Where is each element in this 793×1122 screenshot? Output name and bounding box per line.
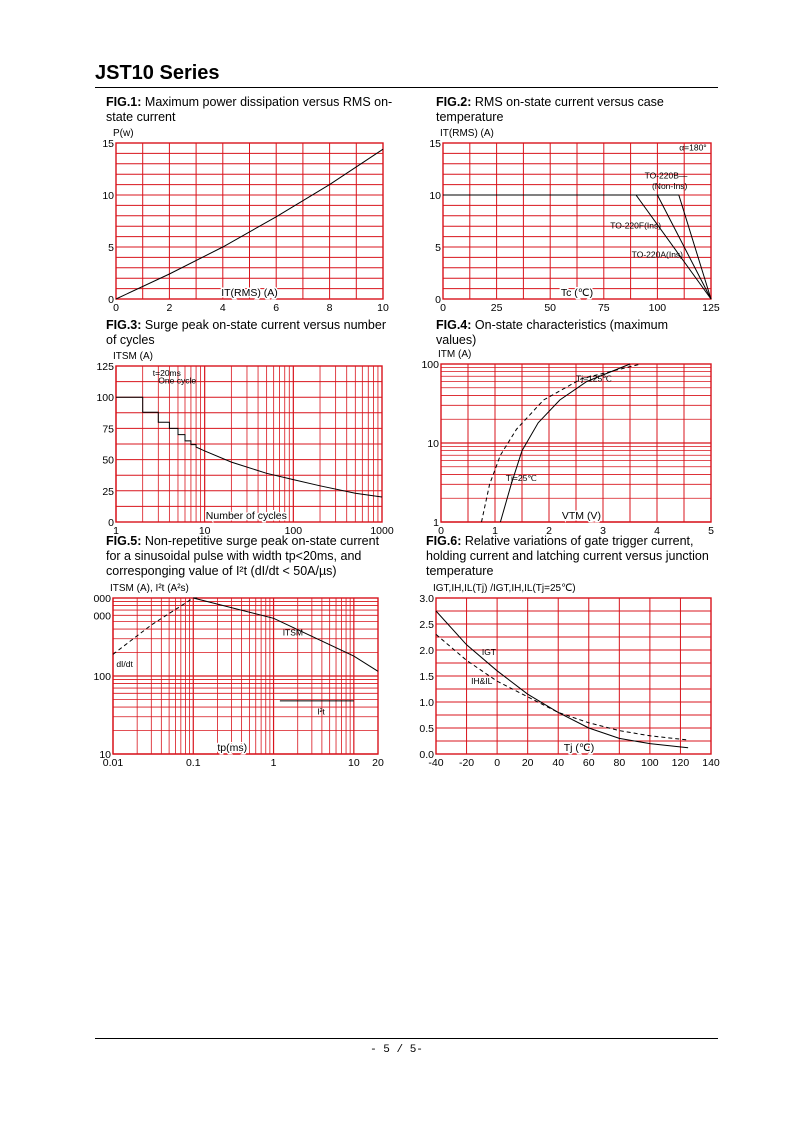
fig5-ytick-label: 10: [99, 749, 111, 761]
fig4-ytick-label: 1: [433, 517, 439, 529]
fig2-annotation: TO-220B—: [644, 170, 688, 181]
fig4-xtick-label: 2: [546, 525, 552, 537]
fig6-xtick-label: -40: [428, 757, 444, 769]
fig3-annotation: One cycle: [158, 375, 197, 386]
fig6-xtick-label: 120: [671, 757, 690, 769]
fig5-xlabel: tp(ms): [217, 742, 248, 754]
fig3-xtick-label: 10: [198, 525, 211, 537]
footer-rule: [95, 1038, 718, 1039]
fig1-ylabel: P(w): [113, 128, 134, 139]
fig1-xtick-label: 0: [113, 302, 119, 314]
fig6-xtick-label: 20: [521, 757, 534, 769]
fig3-xlabel: Number of cycles: [205, 510, 287, 522]
fig3-xtick-label: 1: [113, 525, 119, 537]
fig4-xtick-label: 1: [492, 525, 498, 537]
fig6-annotation: IH&IL: [471, 675, 493, 686]
fig3-ylabel: ITSM (A): [113, 351, 153, 362]
fig2-annotation: (Non-Ins): [651, 180, 688, 191]
fig5-series-line: [113, 598, 200, 654]
page-title: JST10 Series: [95, 62, 220, 84]
fig6-xtick-label: 40: [552, 757, 565, 769]
fig4-xlabel: VTM (V): [561, 510, 601, 522]
fig5-ytick-label: 100: [93, 671, 111, 683]
fig6-ytick-label: 3.0: [419, 593, 434, 605]
fig5-ytick-label: 000: [93, 610, 111, 623]
fig5-caption: FIG.5: Non-repetitive surge peak on-state current for a sinusoidal pulse with width tp<20ms, and corresponging value of I²t (dI/dt < 50A/µs): [106, 534, 380, 578]
fig2-xtick-label: 25: [490, 302, 503, 314]
fig5-ylabel: ITSM (A), I²t (A²s): [110, 583, 189, 594]
fig2-annotation: TO-220A(Ins): [631, 249, 684, 260]
fig6-xtick-label: 80: [613, 757, 626, 769]
fig2-annotation: TO-220F(Ins): [610, 220, 662, 231]
fig4-ytick-label: 10: [427, 438, 439, 450]
page-number: - 5 / 5-: [370, 1044, 423, 1056]
fig5-xtick-label: 0.1: [185, 757, 201, 769]
fig5-xtick-label: 0.01: [102, 757, 124, 769]
fig4-xtick-label: 4: [654, 525, 660, 537]
fig1-ytick-label: 0: [108, 294, 114, 306]
fig3-annotation: t=20ms: [152, 367, 181, 378]
fig2-ylabel: IT(RMS) (A): [440, 128, 494, 139]
fig5-annotation: I²t: [317, 706, 325, 717]
fig3-caption: FIG.3: Surge peak on-state current versus number of cycles: [106, 318, 387, 347]
fig6-ytick-label: 1.5: [419, 671, 434, 683]
fig2-xtick-label: 100: [648, 302, 667, 314]
fig3-xtick-label: 1000: [370, 525, 394, 537]
fig6-xtick-label: 0: [494, 757, 501, 769]
fig5-xtick-label: 10: [347, 757, 360, 769]
fig4-xtick-label: 5: [708, 525, 714, 537]
fig4-ylabel: ITM (A): [438, 349, 472, 360]
fig2-xtick-label: 75: [597, 302, 610, 314]
fig1-ytick-label: 5: [108, 242, 114, 254]
fig2-xlabel: Tc (℃): [560, 287, 594, 299]
fig5-ytick-label: 000: [93, 593, 111, 605]
fig5-annotation: ITSM: [282, 627, 304, 638]
fig3-ytick-label: 75: [102, 423, 114, 436]
fig4-ytick-label: 100: [421, 359, 439, 371]
fig6-ytick-label: 2.5: [419, 619, 434, 631]
fig2-ytick-label: 5: [435, 242, 441, 254]
fig2-caption: FIG.2: RMS on-state current versus case temperature: [436, 95, 664, 124]
fig6-xtick-label: 100: [641, 757, 659, 769]
fig6-ytick-label: 2.0: [419, 645, 434, 657]
fig6-xtick-label: -20: [458, 757, 475, 769]
fig1-xlabel: IT(RMS) (A): [221, 287, 278, 299]
fig6-ytick-label: 1.0: [419, 697, 434, 709]
fig2-annotation: α=180°: [679, 142, 707, 153]
fig4-annotation: Tj=125℃: [576, 373, 612, 384]
fig2-xtick-label: 125: [702, 302, 720, 314]
fig5-xtick-label: 20: [372, 757, 384, 769]
fig2-xtick-label: 50: [544, 302, 557, 314]
fig4-caption: FIG.4: On-state characteristics (maximum values): [436, 318, 669, 347]
fig1-xtick-label: 8: [326, 302, 333, 314]
fig6-ylabel: IGT,IH,IL(Tj) /IGT,IH,IL(Tj=25℃): [433, 583, 576, 594]
fig3-ytick-label: 50: [102, 454, 114, 467]
fig1-ytick-label: 10: [102, 190, 114, 202]
fig1-xtick-label: 6: [273, 302, 280, 314]
fig6-xtick-label: 60: [582, 757, 595, 769]
fig6-xlabel: Tj (℃): [563, 742, 595, 754]
fig6-ytick-label: 0.0: [419, 749, 434, 761]
fig2-ytick-label: 15: [429, 138, 441, 150]
fig2-ytick-label: 10: [429, 190, 441, 202]
fig1-xtick-label: 4: [219, 302, 226, 314]
fig6-annotation: IGT: [481, 647, 497, 658]
fig6-caption: FIG.6: Relative variations of gate trigger current, holding current and latching current versus junction temperature: [426, 534, 709, 578]
fig1-ytick-label: 15: [102, 138, 114, 150]
fig5-xtick-label: 1: [270, 757, 277, 769]
fig3-ytick-label: 25: [102, 485, 114, 498]
fig4-annotation: Tj=25℃: [505, 473, 537, 484]
fig6-ytick-label: 0.5: [419, 723, 434, 735]
fig6-xtick-label: 140: [702, 757, 720, 769]
fig1-xtick-label: 10: [377, 302, 389, 314]
fig2-ytick-label: 0: [435, 294, 441, 306]
fig3-series-line: [116, 397, 382, 497]
fig3-xtick-label: 100: [284, 525, 303, 537]
fig4-xtick-label: 3: [600, 525, 606, 537]
fig4-xtick-label: 0: [438, 525, 444, 537]
fig5-annotation: dI/dt: [116, 659, 133, 670]
fig3-ytick-label: 125: [96, 361, 114, 373]
fig1-xtick-label: 2: [166, 302, 173, 314]
fig1-caption: FIG.1: Maximum power dissipation versus RMS on-state current: [106, 95, 393, 124]
fig2-xtick-label: 0: [440, 302, 446, 314]
fig3-ytick-label: 0: [108, 517, 114, 529]
fig3-ytick-label: 100: [96, 392, 114, 405]
